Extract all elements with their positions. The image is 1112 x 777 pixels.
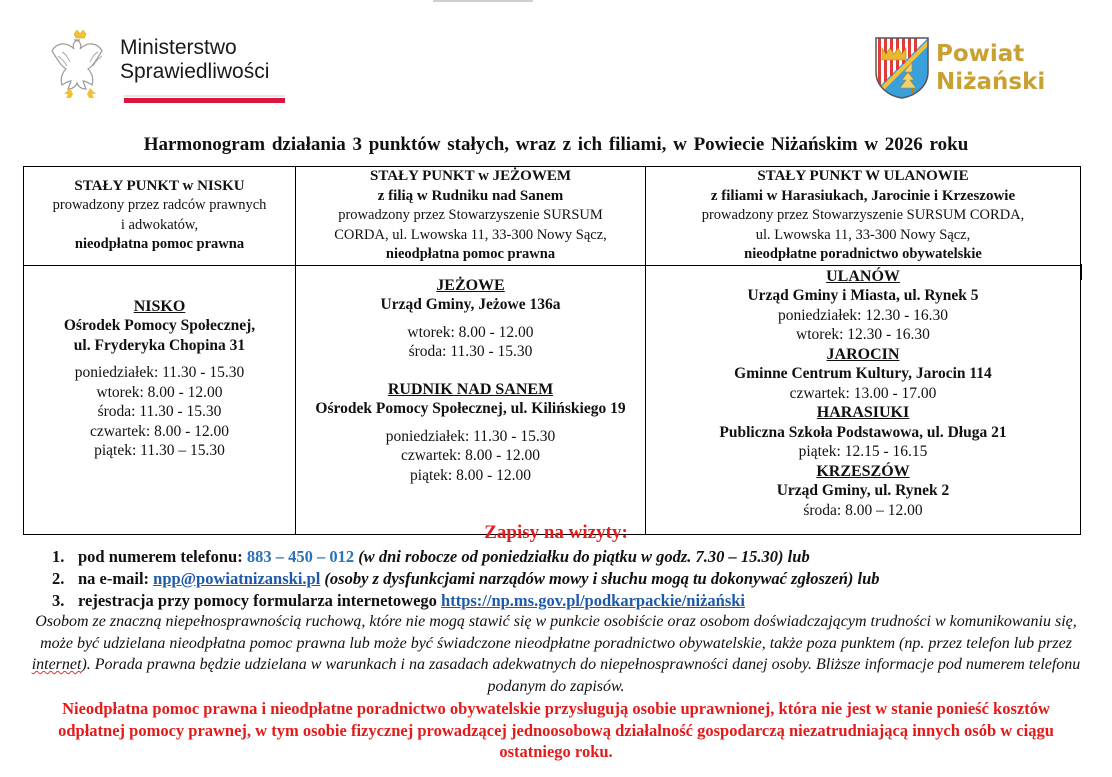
- place-name: ULANÓW: [826, 267, 900, 285]
- item-label: rejestracja przy pomocy formularza internetowego: [78, 591, 442, 610]
- eligibility-notice: Nieodpłatna pomoc prawna i nieodpłatne poradnictwo obywatelskie przysługują osobie uprawnionej, która nie jest w stanie ponieść kosztów odpłatnej pomocy prawnej, w tym osobie fizycznej prowadzącej jednoosobową działalność gospodarczą niezatrudniającą innych osób w ciągu ostatniego roku.: [58, 699, 1054, 761]
- registration-item-phone: [52, 546, 880, 568]
- info-text-part2: ). Porada prawna będzie udzielana w warunkach i na zasadach adekwatnych do niepełnosprawności danej osoby. Bliższe informacje pod numerem telefonu podanym do zapisów.: [81, 656, 1081, 695]
- ministry-red-stripe: [124, 98, 285, 103]
- hours-line: środa: 8.00 – 12.00: [803, 501, 923, 519]
- cell-nisko: [24, 265, 296, 534]
- header-org-line1: prowadzony przez radców prawnych: [52, 197, 267, 214]
- cell-ulanow: [646, 265, 1081, 534]
- hours-line: poniedziałek: 11.30 - 15.30: [385, 427, 556, 445]
- place-name: JEŻOWE: [436, 276, 505, 294]
- header-subtitle: z filiami w Harasiukach, Jarocinie i Krzeszowie: [710, 187, 1016, 204]
- powiat-name-line1: Powiat: [936, 41, 1025, 67]
- schedule-table: [23, 166, 1081, 535]
- phone-number[interactable]: 883 – 450 – 012: [246, 547, 355, 566]
- place-address: Gminne Centrum Kultury, Jarocin 114: [734, 365, 992, 382]
- item-note: (osoby z dysfunkcjami narządów mowy i słuchu mogą tu dokonywać zgłoszeń) lub: [320, 569, 880, 588]
- email-link[interactable]: npp@powiatnizanski.pl: [153, 569, 321, 588]
- hours-line: piątek: 12.15 - 16.15: [798, 443, 928, 460]
- registration-list: [52, 546, 880, 612]
- item-number: 3.: [52, 591, 65, 610]
- item-number: 2.: [52, 569, 65, 588]
- info-spellcheck-word: internet: [31, 656, 82, 673]
- header-ulanow: [646, 167, 1081, 266]
- item-note: (w dni robocze od poniedziałku do piątku w godz. 7.30 – 15.30) lub: [354, 547, 810, 566]
- accessibility-info: [18, 611, 1094, 697]
- place-address: Urząd Gminy, Jeżowe 136a: [380, 296, 561, 313]
- table-header-row: [24, 167, 1081, 266]
- place-name: NISKO: [133, 297, 186, 315]
- hours-line: środa: 11.30 - 15.30: [408, 343, 533, 360]
- ministry-name-line2: Sprawiedliwości: [120, 60, 270, 83]
- item-label: na e-mail:: [78, 569, 154, 588]
- hours-line: czwartek: 8.00 - 12.00: [89, 422, 230, 440]
- ministry-name-line1: Ministerstwo: [120, 36, 237, 59]
- ministry-logo: [48, 28, 269, 100]
- cell-jezowe: [296, 265, 646, 534]
- place-address: Urząd Gminy i Miasta, ul. Rynek 5: [747, 287, 979, 304]
- header-title: STAŁY PUNKT w NISKU: [74, 177, 245, 194]
- place-address: Publiczna Szkoła Podstawowa, ul. Długa 21: [719, 423, 1007, 441]
- hours-line: wtorek: 8.00 - 12.00: [407, 323, 534, 341]
- place-address: Ośrodek Pomocy Społecznej, ul. Kilińskiego 19: [315, 400, 626, 417]
- place-name: HARASIUKI: [816, 404, 910, 421]
- info-text-part1: Osobom ze znaczną niepełnosprawnością ruchową, które nie mogą stawić się w punkcie osobiście oraz osobom doświadczającym trudności w komunikowaniu się, może być udzielana nieodpłatna pomoc prawna lub może być świadczone nieodpłatne poradnictwo obywatelskie, także poza punktem (np. przez telefon lub przez: [35, 613, 1077, 652]
- header-type: nieodpłatne poradnictwo obywatelskie: [744, 246, 982, 262]
- place-address: Urząd Gminy, ul. Rynek 2: [776, 482, 950, 499]
- header-org-line2: ul. Lwowska 11, 33-300 Nowy Sącz,: [755, 226, 971, 243]
- hours-line: wtorek: 12.30 - 16.30: [796, 326, 930, 343]
- top-edge-bar: [433, 0, 533, 2]
- header-org-line2: i adwokatów,: [120, 216, 199, 233]
- header-type: nieodpłatna pomoc prawna: [74, 236, 245, 253]
- place-address-line1: Ośrodek Pomocy Społecznej,: [63, 317, 256, 334]
- hours-line: poniedziałek: 12.30 - 16.30: [777, 306, 949, 324]
- header-title: STAŁY PUNKT W ULANOWIE: [757, 168, 969, 184]
- header-subtitle: z filią w Rudniku nad Sanem: [377, 187, 564, 204]
- place-address-line2: ul. Fryderyka Chopina 31: [73, 336, 246, 354]
- header-org-line2: CORDA, ul. Lwowska 11, 33-300 Nowy Sącz,: [334, 226, 607, 243]
- hours-line: czwartek: 8.00 - 12.00: [400, 447, 541, 464]
- text-cursor: [1080, 264, 1082, 280]
- place-name: JAROCIN: [826, 345, 900, 363]
- registration-heading: Zapisy na wizyty:: [484, 522, 628, 543]
- powiat-coat-of-arms-icon: [874, 36, 930, 100]
- hours-line: piątek: 8.00 - 12.00: [410, 466, 531, 484]
- header-title: STAŁY PUNKT w JEŻOWEM: [370, 168, 571, 184]
- header-nisko: [24, 167, 296, 266]
- hours-line: środa: 11.30 - 15.30: [97, 403, 222, 420]
- item-number: 1.: [52, 547, 65, 566]
- form-link[interactable]: https://np.ms.gov.pl/podkarpackie/niżański: [441, 591, 746, 610]
- powiat-logo: [874, 36, 1045, 100]
- header-org-line1: prowadzony przez Stowarzyszenie SURSUM CORDA,: [701, 207, 1025, 223]
- ministry-white-stripe: [124, 95, 285, 97]
- hours-line: czwartek: 13.00 - 17.00: [789, 384, 937, 402]
- table-body-row: [24, 265, 1081, 534]
- document-title: Harmonogram działania 3 punktów stałych, wraz z ich filiami, w Powiecie Niżańskim w 2026 roku: [143, 134, 969, 155]
- item-label: pod numerem telefonu:: [78, 547, 247, 566]
- hours-line: poniedziałek: 11.30 - 15.30: [74, 364, 245, 381]
- header-org-line1: prowadzony przez Stowarzyszenie SURSUM: [338, 207, 603, 223]
- header-type: nieodpłatna pomoc prawna: [385, 246, 556, 262]
- header-jezowe: [296, 167, 646, 266]
- registration-item-form: [52, 590, 880, 612]
- place-name: KRZESZÓW: [816, 462, 910, 480]
- hours-line: wtorek: 8.00 - 12.00: [96, 383, 223, 401]
- registration-item-email: [52, 568, 880, 590]
- powiat-name-line2: Niżański: [936, 69, 1046, 95]
- place-name: RUDNIK NAD SANEM: [387, 380, 554, 398]
- hours-line: piątek: 11.30 – 15.30: [94, 442, 225, 459]
- polish-eagle-icon: [48, 28, 112, 100]
